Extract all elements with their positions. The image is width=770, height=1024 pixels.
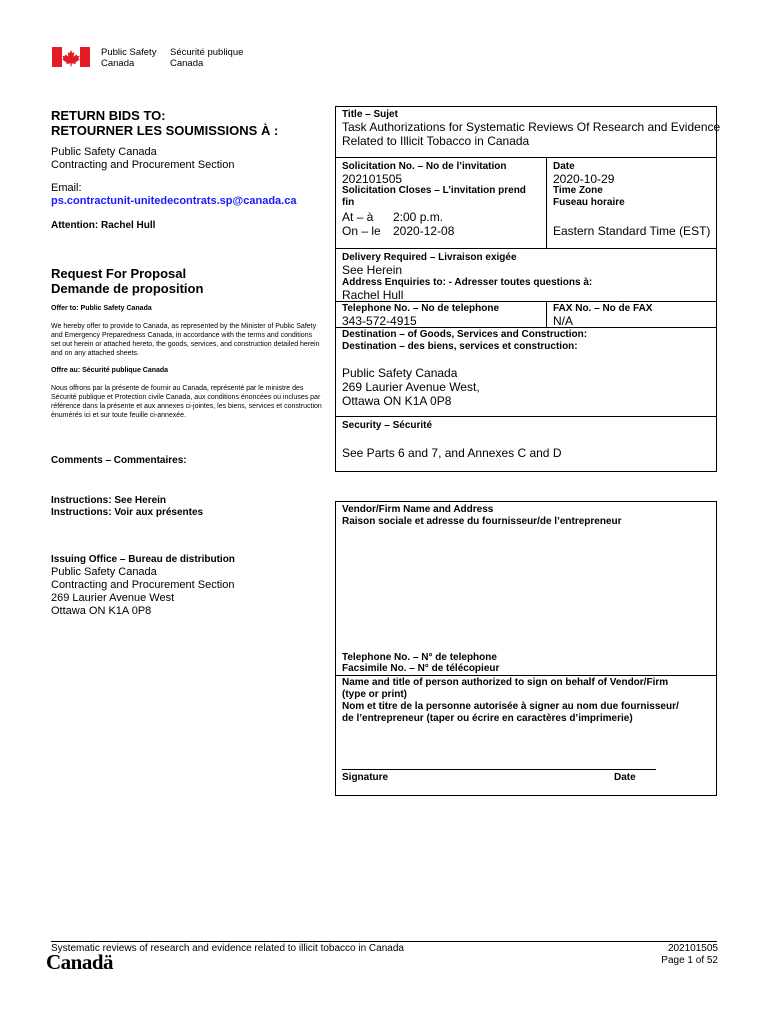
divider bbox=[335, 248, 717, 249]
vendor-box bbox=[335, 501, 717, 796]
issuing-line1: Public Safety Canada bbox=[51, 566, 157, 578]
offre-au-label: Offre au: Sécurité publique Canada bbox=[51, 367, 169, 374]
vendor-fax-label: Facsimile No. – N° de télécopieur bbox=[342, 663, 500, 674]
canada-flag-icon bbox=[52, 47, 90, 67]
security-value: See Parts 6 and 7, and Annexes C and D bbox=[342, 446, 562, 460]
authorized-person-label bbox=[342, 677, 679, 725]
date-value: 2020-10-29 bbox=[553, 172, 615, 186]
rfp-fr: Demande de proposition bbox=[51, 281, 204, 296]
divider bbox=[546, 157, 547, 248]
issuing-office-label: Issuing Office – Bureau de distribution bbox=[51, 554, 235, 565]
email-link[interactable]: ps.contractunit-unitedecontrats.sp@canada.ca bbox=[51, 195, 297, 207]
enquiries-value: Rachel Hull bbox=[342, 288, 404, 302]
solicitation-label: Solicitation No. – No de l’invitation bbox=[342, 161, 507, 172]
dept-fr-line1: Sécurité publique bbox=[170, 47, 244, 58]
footer-solicitation-number: 202101505 bbox=[667, 943, 718, 954]
delivery-label: Delivery Required – Livraison exigée bbox=[342, 252, 517, 263]
destination-fr: Destination – des biens, services et construction: bbox=[342, 341, 578, 352]
return-bids-fr: RETOURNER LES SOUMISSIONS À : bbox=[51, 123, 279, 138]
date-label: Date bbox=[553, 161, 575, 172]
divider bbox=[546, 301, 547, 327]
time-zone-value: Eastern Standard Time (EST) bbox=[553, 224, 711, 238]
title-label: Title – Sujet bbox=[342, 109, 398, 120]
dept-name-en bbox=[101, 47, 156, 69]
solicitation-number: 202101505 bbox=[342, 172, 403, 186]
footer-doc-title: Systematic reviews of research and evidence related to illicit tobacco in Canada bbox=[51, 943, 404, 954]
org-line2: Contracting and Procurement Section bbox=[51, 159, 235, 171]
time-zone-label bbox=[553, 185, 625, 209]
time-zone-en: Time Zone bbox=[553, 185, 603, 196]
security-label: Security – Sécurité bbox=[342, 420, 433, 431]
auth-fr-line2: de l’entrepreneur (taper ou écrire en caractères d’imprimerie) bbox=[342, 713, 633, 724]
footer-divider bbox=[51, 941, 717, 942]
canada-wordmark: Canadä bbox=[46, 950, 114, 974]
offer-to-label: Offer to: Public Safety Canada bbox=[51, 305, 152, 312]
delivery-value: See Herein bbox=[342, 263, 403, 277]
destination-label bbox=[342, 329, 587, 353]
at-label: At – à bbox=[342, 210, 374, 224]
divider bbox=[335, 416, 717, 417]
closes-label-line1: Solicitation Closes – L’invitation prend bbox=[342, 185, 526, 196]
divider bbox=[335, 157, 717, 158]
comments-label: Comments – Commentaires: bbox=[51, 455, 187, 466]
vendor-telephone-label: Telephone No. – N° de telephone bbox=[342, 652, 497, 663]
telephone-label: Telephone No. – No de telephone bbox=[342, 303, 500, 314]
instructions-en: Instructions: See Herein bbox=[51, 495, 167, 506]
issuing-office-address bbox=[51, 566, 234, 618]
title-line2: Related to Illicit Tobacco in Canada bbox=[342, 134, 530, 148]
time-zone-fr: Fuseau horaire bbox=[553, 197, 625, 208]
closing-date-value: 2020-12-08 bbox=[393, 224, 455, 238]
auth-en-line2: (type or print) bbox=[342, 689, 407, 700]
rfp-en: Request For Proposal bbox=[51, 266, 187, 281]
dept-en-line1: Public Safety bbox=[101, 47, 157, 58]
attention-line: Attention: Rachel Hull bbox=[51, 220, 156, 231]
telephone-value: 343-572-4915 bbox=[342, 314, 417, 328]
return-bids-heading bbox=[51, 108, 278, 138]
return-bids-en: RETURN BIDS TO: bbox=[51, 108, 166, 123]
closing-time bbox=[342, 210, 443, 224]
dest-line3: Ottawa ON K1A 0P8 bbox=[342, 394, 452, 408]
closing-time-value: 2:00 p.m. bbox=[393, 210, 444, 224]
page-number: Page 1 of 52 bbox=[661, 955, 718, 966]
instructions-fr: Instructions: Voir aux présentes bbox=[51, 507, 204, 518]
closing-date bbox=[342, 224, 454, 238]
dest-line1: Public Safety Canada bbox=[342, 366, 458, 380]
divider bbox=[335, 675, 717, 676]
destination-address bbox=[342, 366, 480, 408]
offer-en-paragraph: We hereby offer to provide to Canada, as represented by the Minister of Public Safety and Emergency Preparedness Canada, in accordance with the terms and conditions set out herein or attached hereto, the goods, services, and construction detailed herein and on any attached sheets. bbox=[51, 323, 320, 357]
vendor-label-fr: Raison sociale et adresse du fournisseur/de l’entrepreneur bbox=[342, 516, 622, 527]
email-label: Email: bbox=[51, 182, 82, 194]
issuing-line2: Contracting and Procurement Section bbox=[51, 579, 235, 591]
dept-fr-line2: Canada bbox=[170, 58, 204, 69]
fax-label: FAX No. – No de FAX bbox=[553, 303, 653, 314]
dest-line2: 269 Laurier Avenue West, bbox=[342, 380, 480, 394]
enquiries-label: Address Enquiries to: - Adresser toutes questions à: bbox=[342, 277, 593, 288]
title-value bbox=[342, 120, 720, 148]
instructions-block bbox=[51, 495, 203, 519]
signature-label: Signature bbox=[342, 772, 389, 783]
title-line1: Task Authorizations for Systematic Reviews Of Research and Evidence bbox=[342, 120, 721, 134]
closes-label bbox=[342, 185, 526, 209]
footer-right bbox=[661, 943, 718, 967]
offer-fr-paragraph: Nous offrons par la présente de fournir au Canada, représenté par le ministre des Sécurité publique et Protection civile Canada, aux conditions énoncées ou incluses par référence dans la présente et aux annexes ci-jointes, les biens, services et construction énumérés ici et sur toute feuille ci-annexée. bbox=[51, 385, 322, 419]
rfp-heading bbox=[51, 266, 203, 296]
issuing-line4: Ottawa ON K1A 0P8 bbox=[51, 605, 152, 617]
signature-date-label: Date bbox=[614, 772, 636, 783]
dept-en-line2: Canada bbox=[101, 58, 135, 69]
issuing-line3: 269 Laurier Avenue West bbox=[51, 592, 175, 604]
closes-label-line2: fin bbox=[342, 197, 355, 208]
auth-en-line1: Name and title of person authorized to sign on behalf of Vendor/Firm bbox=[342, 677, 669, 688]
org-line1: Public Safety Canada bbox=[51, 146, 157, 158]
dept-name-fr bbox=[170, 47, 243, 69]
auth-fr-line1: Nom et titre de la personne autorisée à signer au nom due fournisseur/ bbox=[342, 701, 679, 712]
return-address bbox=[51, 146, 234, 172]
on-label: On – le bbox=[342, 224, 381, 238]
vendor-label: Vendor/Firm Name and Address bbox=[342, 504, 494, 515]
signature-line[interactable] bbox=[342, 769, 656, 770]
fax-value: N/A bbox=[553, 314, 574, 328]
destination-en: Destination – of Goods, Services and Construction: bbox=[342, 329, 588, 340]
